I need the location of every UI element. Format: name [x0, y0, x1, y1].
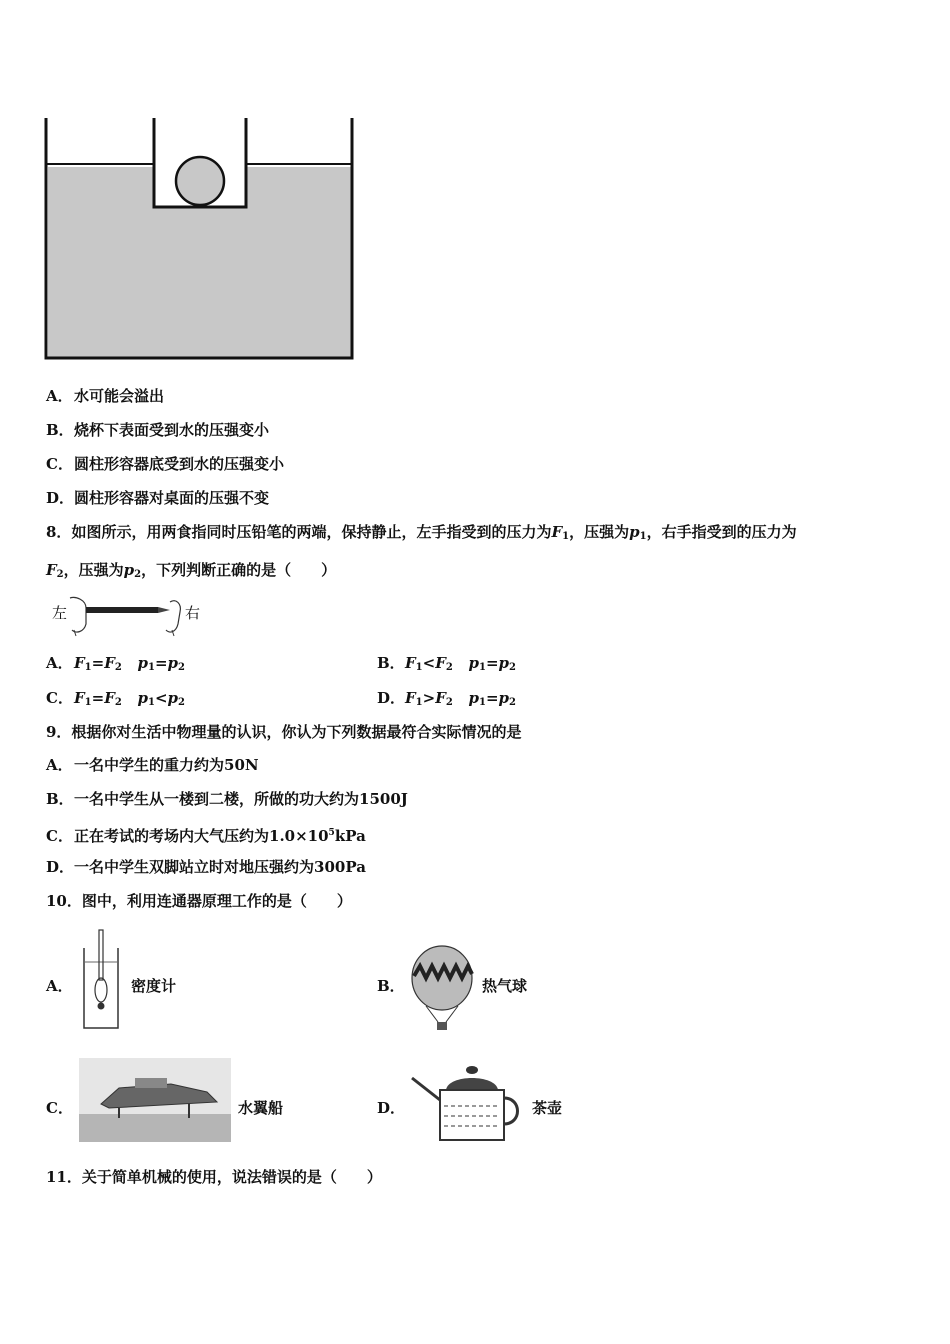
pencil-body — [86, 607, 158, 613]
q10-option-d-name: 茶壶 — [532, 1099, 563, 1117]
q10-stem: 10．图中，利用连通器原理工作的是（ ） — [46, 892, 352, 910]
q10-option-a-label: A． — [46, 977, 73, 995]
q10-option-d-label: D． — [377, 1099, 406, 1117]
teapot-image — [408, 1060, 526, 1144]
left-finger — [70, 597, 86, 632]
hot-air-balloon-image — [408, 944, 476, 1034]
q8-option-b: B．$F_1<F_2$ $p_1=p_2$ — [377, 654, 517, 673]
q8-option-d: D．$F_1>F_2$ $p_1=p_2$ — [377, 689, 517, 708]
q10-option-a-name: 密度计 — [131, 977, 177, 995]
q11-stem: 11．关于简单机械的使用，说法错误的是（ ） — [46, 1168, 382, 1186]
q9-option-a: A．一名中学生的重力约为50N — [46, 756, 259, 774]
q7-option-b: B．烧杯下表面受到水的压强变小 — [46, 421, 270, 439]
q10-option-c-name: 水翼船 — [238, 1099, 284, 1117]
q9-option-c: C．正在考试的考场内大气压约为$1.0\times 10^5kPa$ — [46, 827, 366, 845]
pencil-tip — [158, 607, 170, 613]
right-finger — [166, 601, 180, 632]
q7-option-d: D．圆柱形容器对桌面的压强不变 — [46, 489, 270, 507]
container-beaker-figure — [40, 112, 360, 364]
q10-option-c-label: C． — [46, 1099, 73, 1117]
q8-stem-line2: $F_2$，压强为$p_2$，下列判断正确的是（ ） — [46, 561, 337, 580]
q9-option-b: B．一名中学生从一楼到二楼，所做的功大约为1500J — [46, 790, 408, 808]
q7-option-c: C．圆柱形容器底受到水的压强变小 — [46, 455, 285, 473]
q8-option-c: C．$F_1=F_2$ $p_1<p_2$ — [46, 689, 186, 708]
right-label: 右 — [185, 604, 201, 622]
pencil-fingers-figure — [66, 594, 186, 638]
q8-stem-line1: 8．如图所示，用两食指同时压铅笔的两端，保持静止，左手指受到的压力为$F_1$，压强为$p_1$，右手指受到的压力为 — [46, 523, 797, 542]
left-label: 左 — [52, 604, 68, 622]
q10-option-b-label: B． — [377, 977, 405, 995]
hydrofoil-boat-image — [79, 1058, 231, 1142]
q8-option-a: A．$F_1=F_2$ $p_1=p_2$ — [46, 654, 186, 673]
q7-option-a: A．水可能会溢出 — [46, 387, 165, 405]
q9-stem: 9．根据你对生活中物理量的认识，你认为下列数据最符合实际情况的是 — [46, 723, 522, 741]
q9-option-d: D．一名中学生双脚站立时对地压强约为300Pa — [46, 858, 366, 876]
ball — [176, 157, 224, 205]
q10-option-b-name: 热气球 — [482, 977, 528, 995]
hydrometer-image — [80, 928, 122, 1032]
